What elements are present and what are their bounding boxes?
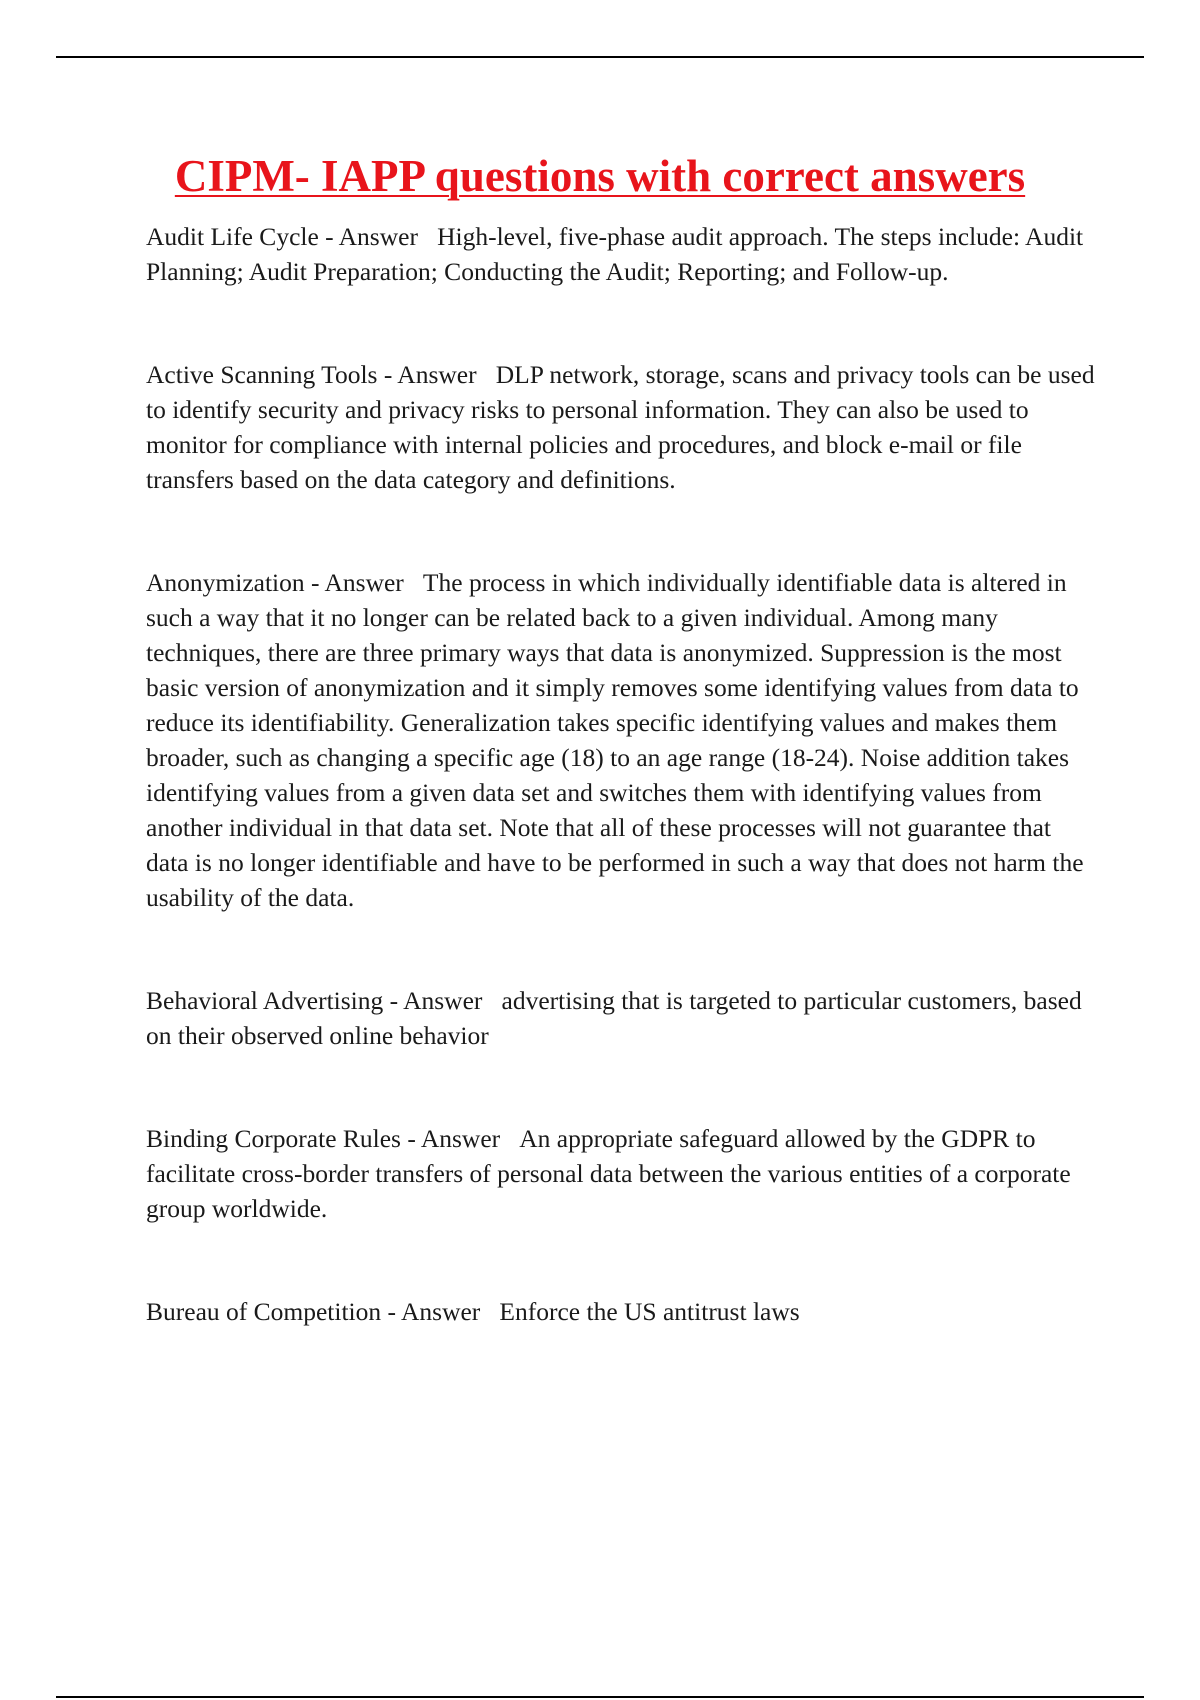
page-title-text: CIPM- IAPP questions with correct answers xyxy=(174,151,1026,201)
entry-separator: - Answer xyxy=(377,360,496,389)
qa-entry xyxy=(146,219,1098,289)
entry-separator: - Answer xyxy=(383,986,502,1015)
entry-term: Anonymization xyxy=(146,568,305,597)
entry-term: Binding Corporate Rules xyxy=(146,1124,401,1153)
qa-entry xyxy=(146,1294,1098,1329)
entry-answer: advertising that is targeted to particular customers, based on their observed online behavior xyxy=(146,986,1082,1050)
qa-entry xyxy=(146,1121,1098,1226)
qa-entry xyxy=(146,983,1098,1053)
qa-list xyxy=(146,219,1098,1397)
entry-answer: DLP network, storage, scans and privacy tools can be used to identify security and privacy risks to personal information. They can also be used to monitor for compliance with internal policies and procedures, and block e-mail or file transfers based on the data category and definitions. xyxy=(146,360,1095,494)
entry-separator: - Answer xyxy=(381,1297,500,1326)
entry-answer: The process in which individually identifiable data is altered in such a way that it no longer can be related back to a given individual. Among many techniques, there are three primary ways that data is anonymized. Suppression is the most basic version of anonymization and it simply removes some identifying values from data to reduce its identifiability. Generalization takes specific identifying values and makes them broader, such as changing a specific age (18) to an age range (18-24). Noise addition takes identifying values from a given data set and switches them with identifying values from another individual in that data set. Note that all of these processes will not guarantee that data is no longer identifiable and have to be performed in such a way that does not harm the usability of the data. xyxy=(146,568,1084,912)
entry-term: Audit Life Cycle xyxy=(146,222,319,251)
entry-term: Active Scanning Tools xyxy=(146,360,378,389)
entry-term: Bureau of Competition xyxy=(146,1297,382,1326)
entry-answer: An appropriate safeguard allowed by the GDPR to facilitate cross-border transfers of personal data between the various entities of a corporate group worldwide. xyxy=(146,1124,1071,1223)
qa-entry xyxy=(146,357,1098,497)
entry-separator: - Answer xyxy=(318,222,438,251)
entry-term: Behavioral Advertising xyxy=(146,986,384,1015)
page-title xyxy=(0,148,1200,204)
entry-separator: - Answer xyxy=(400,1124,520,1153)
entry-separator: - Answer xyxy=(304,568,423,597)
bottom-rule xyxy=(56,1696,1144,1698)
entry-answer: Enforce the US antitrust laws xyxy=(499,1297,800,1326)
top-rule xyxy=(56,56,1144,58)
qa-entry xyxy=(146,565,1098,915)
entry-answer: High-level, five-phase audit approach. The steps include: Audit Planning; Audit Preparation; Conducting the Audit; Reporting; and Follow-up. xyxy=(146,222,1084,286)
